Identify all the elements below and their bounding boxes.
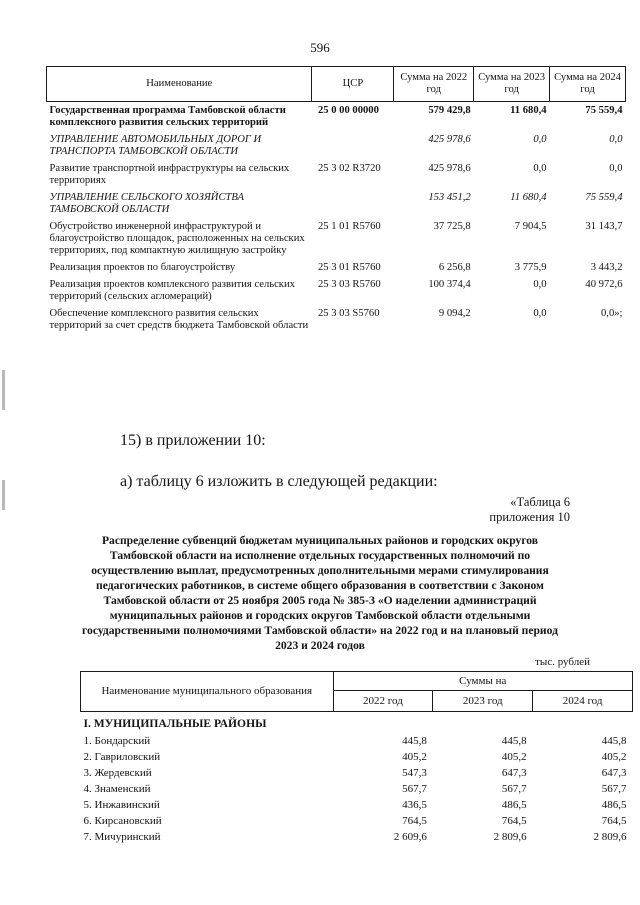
- header-sum-2023: Сумма на 2023 год: [474, 67, 550, 102]
- row-value-2024: 405,2: [601, 750, 627, 763]
- row-value-2024: 445,8: [601, 734, 627, 747]
- units-label: тыс. рублей: [535, 656, 590, 668]
- row-value-2022: 405,2: [402, 750, 427, 763]
- table-row: [81, 749, 633, 765]
- group-row: [81, 712, 633, 734]
- row-value-2022: 6 256,8: [438, 262, 471, 273]
- row-municipality: 7. Мичуринский: [83, 830, 161, 843]
- row-value-2023: 7 904,5: [514, 221, 547, 232]
- row-value-2022: 9 094,2: [438, 308, 471, 319]
- row-name: Обеспечение комплексного развития сельских территорий за счет средств бюджета Тамбовской области: [49, 308, 309, 331]
- header-2024: 2024 год: [533, 691, 633, 712]
- row-value-2023: 11 680,4: [510, 192, 547, 203]
- row-value-2022: 100 374,4: [428, 279, 471, 290]
- table-row: [81, 765, 633, 781]
- row-municipality: 3. Жердевский: [83, 766, 152, 779]
- row-value-2024: 40 972,6: [585, 279, 623, 290]
- row-value-2022: 2 609,6: [393, 830, 427, 843]
- row-value-2023: 405,2: [501, 750, 527, 763]
- row-value-2023: 764,5: [501, 814, 527, 827]
- row-csr: [312, 189, 394, 218]
- row-value-2024: 75 559,4: [585, 192, 623, 203]
- row-csr: 25 3 02 R3720: [317, 163, 381, 174]
- paragraph-item-15: 15) в приложении 10:: [120, 432, 266, 449]
- table-row: [81, 733, 633, 749]
- table-row: [47, 218, 626, 259]
- row-value-2024: 486,5: [601, 798, 627, 811]
- row-value-2022: 436,5: [402, 798, 427, 811]
- closing-quote: »;: [614, 308, 623, 319]
- row-csr: [312, 131, 394, 160]
- row-value-2024: 647,3: [601, 766, 627, 779]
- header-sum-2022: Сумма на 2022 год: [394, 67, 474, 102]
- row-value-2023: 647,3: [501, 766, 527, 779]
- scan-mark: [2, 480, 5, 510]
- row-value-2023: 567,7: [501, 782, 527, 795]
- table-row: [47, 131, 626, 160]
- row-value-2022: 579 429,8: [428, 105, 471, 116]
- row-value-2022: 547,3: [402, 766, 427, 779]
- row-value-2023: 2 809,6: [493, 830, 527, 843]
- row-name: УПРАВЛЕНИЕ СЕЛЬСКОГО ХОЗЯЙСТВА ТАМБОВСКОЙ ОБЛАСТИ: [49, 192, 244, 215]
- page-number: 596: [310, 40, 330, 55]
- row-name: Реализация проектов по благоустройству: [49, 262, 236, 273]
- scan-mark: [2, 370, 5, 410]
- table-row: [47, 102, 626, 132]
- row-municipality: 5. Инжавинский: [83, 798, 160, 811]
- row-municipality: 1. Бондарский: [83, 734, 151, 747]
- table-header-row: [81, 672, 633, 691]
- row-value-2023: 0,0: [533, 308, 547, 319]
- table-heading: Распределение субвенций бюджетам муниципальных районов и городских округов Тамбовской области на исполнение отдельных государственных полномочий по осуществлению выплат, предусмотренных дополнительными мерами стимулирования педагогических работников, в системе общего образования в соответствии с Законом Тамбовской области от 25 ноября 2005 года № 385-З «О наделении администраций муниципальных районов и городских округов Тамбовской области отдельными государственными полномочиями Тамбовской области» на 2022 год и на плановый период 2023 и 2024 годов: [82, 534, 558, 652]
- row-value-2023: 11 680,4: [510, 105, 547, 116]
- row-value-2024: 0,0: [609, 163, 623, 174]
- row-value-2023: 486,5: [501, 798, 527, 811]
- table-caption: [489, 495, 570, 525]
- row-csr: 25 3 03 S5760: [317, 308, 380, 319]
- row-name: УПРАВЛЕНИЕ АВТОМОБИЛЬНЫХ ДОРОГ И ТРАНСПОРТА ТАМБОВСКОЙ ОБЛАСТИ: [49, 134, 262, 157]
- row-value-2023: 0,0: [533, 134, 547, 145]
- row-value-2022: 425 978,6: [428, 163, 471, 174]
- row-value-2024: 31 143,7: [585, 221, 623, 232]
- row-municipality: 6. Кирсановский: [83, 814, 162, 827]
- row-value-2023: 0,0: [533, 279, 547, 290]
- row-value-2022: 764,5: [402, 814, 427, 827]
- row-csr: 25 1 01 R5760: [317, 221, 381, 232]
- row-value-2023: 3 775,9: [514, 262, 547, 273]
- row-csr: 25 3 01 R5760: [317, 262, 381, 273]
- row-value-2022: 425 978,6: [428, 134, 471, 145]
- paragraph-subitem-a: а) таблицу 6 изложить в следующей редакции:: [120, 473, 438, 490]
- table-row: [81, 781, 633, 797]
- row-value-2022: 567,7: [402, 782, 427, 795]
- row-name: Обустройство инженерной инфраструктурой и благоустройство площадок, расположенных на сельских территориях, под компактную жилищную застройку: [49, 221, 305, 256]
- header-2022: 2022 год: [333, 691, 433, 712]
- row-csr: 25 3 03 R5760: [317, 279, 381, 290]
- row-name: Реализация проектов комплексного развития сельских территорий (сельских агломераций): [49, 279, 295, 302]
- row-value-2023: 0,0: [533, 163, 547, 174]
- row-value-2024: 2 809,6: [593, 830, 627, 843]
- table-row: [47, 276, 626, 305]
- table-row: [81, 797, 633, 813]
- table-row: [47, 160, 626, 189]
- table-row: [47, 189, 626, 218]
- row-value-2024: 567,7: [601, 782, 627, 795]
- subvention-table: [80, 671, 633, 845]
- budget-program-table: [46, 66, 626, 334]
- header-sum-2024: Сумма на 2024 год: [550, 67, 626, 102]
- row-name: Развитие транспортной инфраструктуры на сельских территориях: [49, 163, 290, 186]
- row-value-2024: 0,0»;: [601, 308, 623, 319]
- header-municipality: Наименование муниципального образования: [81, 672, 334, 712]
- row-municipality: 2. Гавриловский: [83, 750, 161, 763]
- table-header-row: [47, 67, 626, 102]
- group-label: I. МУНИЦИПАЛЬНЫЕ РАЙОНЫ: [83, 717, 267, 730]
- header-name: Наименование: [47, 67, 312, 102]
- row-value-2022: 153 451,2: [428, 192, 471, 203]
- row-name: Государственная программа Тамбовской области комплексного развития сельских территорий: [49, 105, 286, 128]
- row-value-2023: 445,8: [501, 734, 527, 747]
- header-csr: ЦСР: [312, 67, 394, 102]
- row-value-2024: 0,0: [609, 134, 623, 145]
- row-csr: 25 0 00 00000: [317, 105, 379, 116]
- caption-line-1: «Таблица 6: [510, 495, 570, 509]
- header-sums: Суммы на: [333, 672, 632, 691]
- table-row: [47, 305, 626, 334]
- row-value-2022: 37 725,8: [433, 221, 471, 232]
- row-value-2022: 445,8: [402, 734, 427, 747]
- row-value-2024: 3 443,2: [590, 262, 623, 273]
- row-municipality: 4. Знаменский: [83, 782, 151, 795]
- table-row: [81, 813, 633, 829]
- header-2023: 2023 год: [433, 691, 533, 712]
- row-value-2024: 75 559,4: [585, 105, 623, 116]
- table-row: [81, 829, 633, 845]
- row-value-2024: 764,5: [601, 814, 627, 827]
- table-row: [47, 259, 626, 276]
- caption-line-2: приложения 10: [489, 510, 570, 524]
